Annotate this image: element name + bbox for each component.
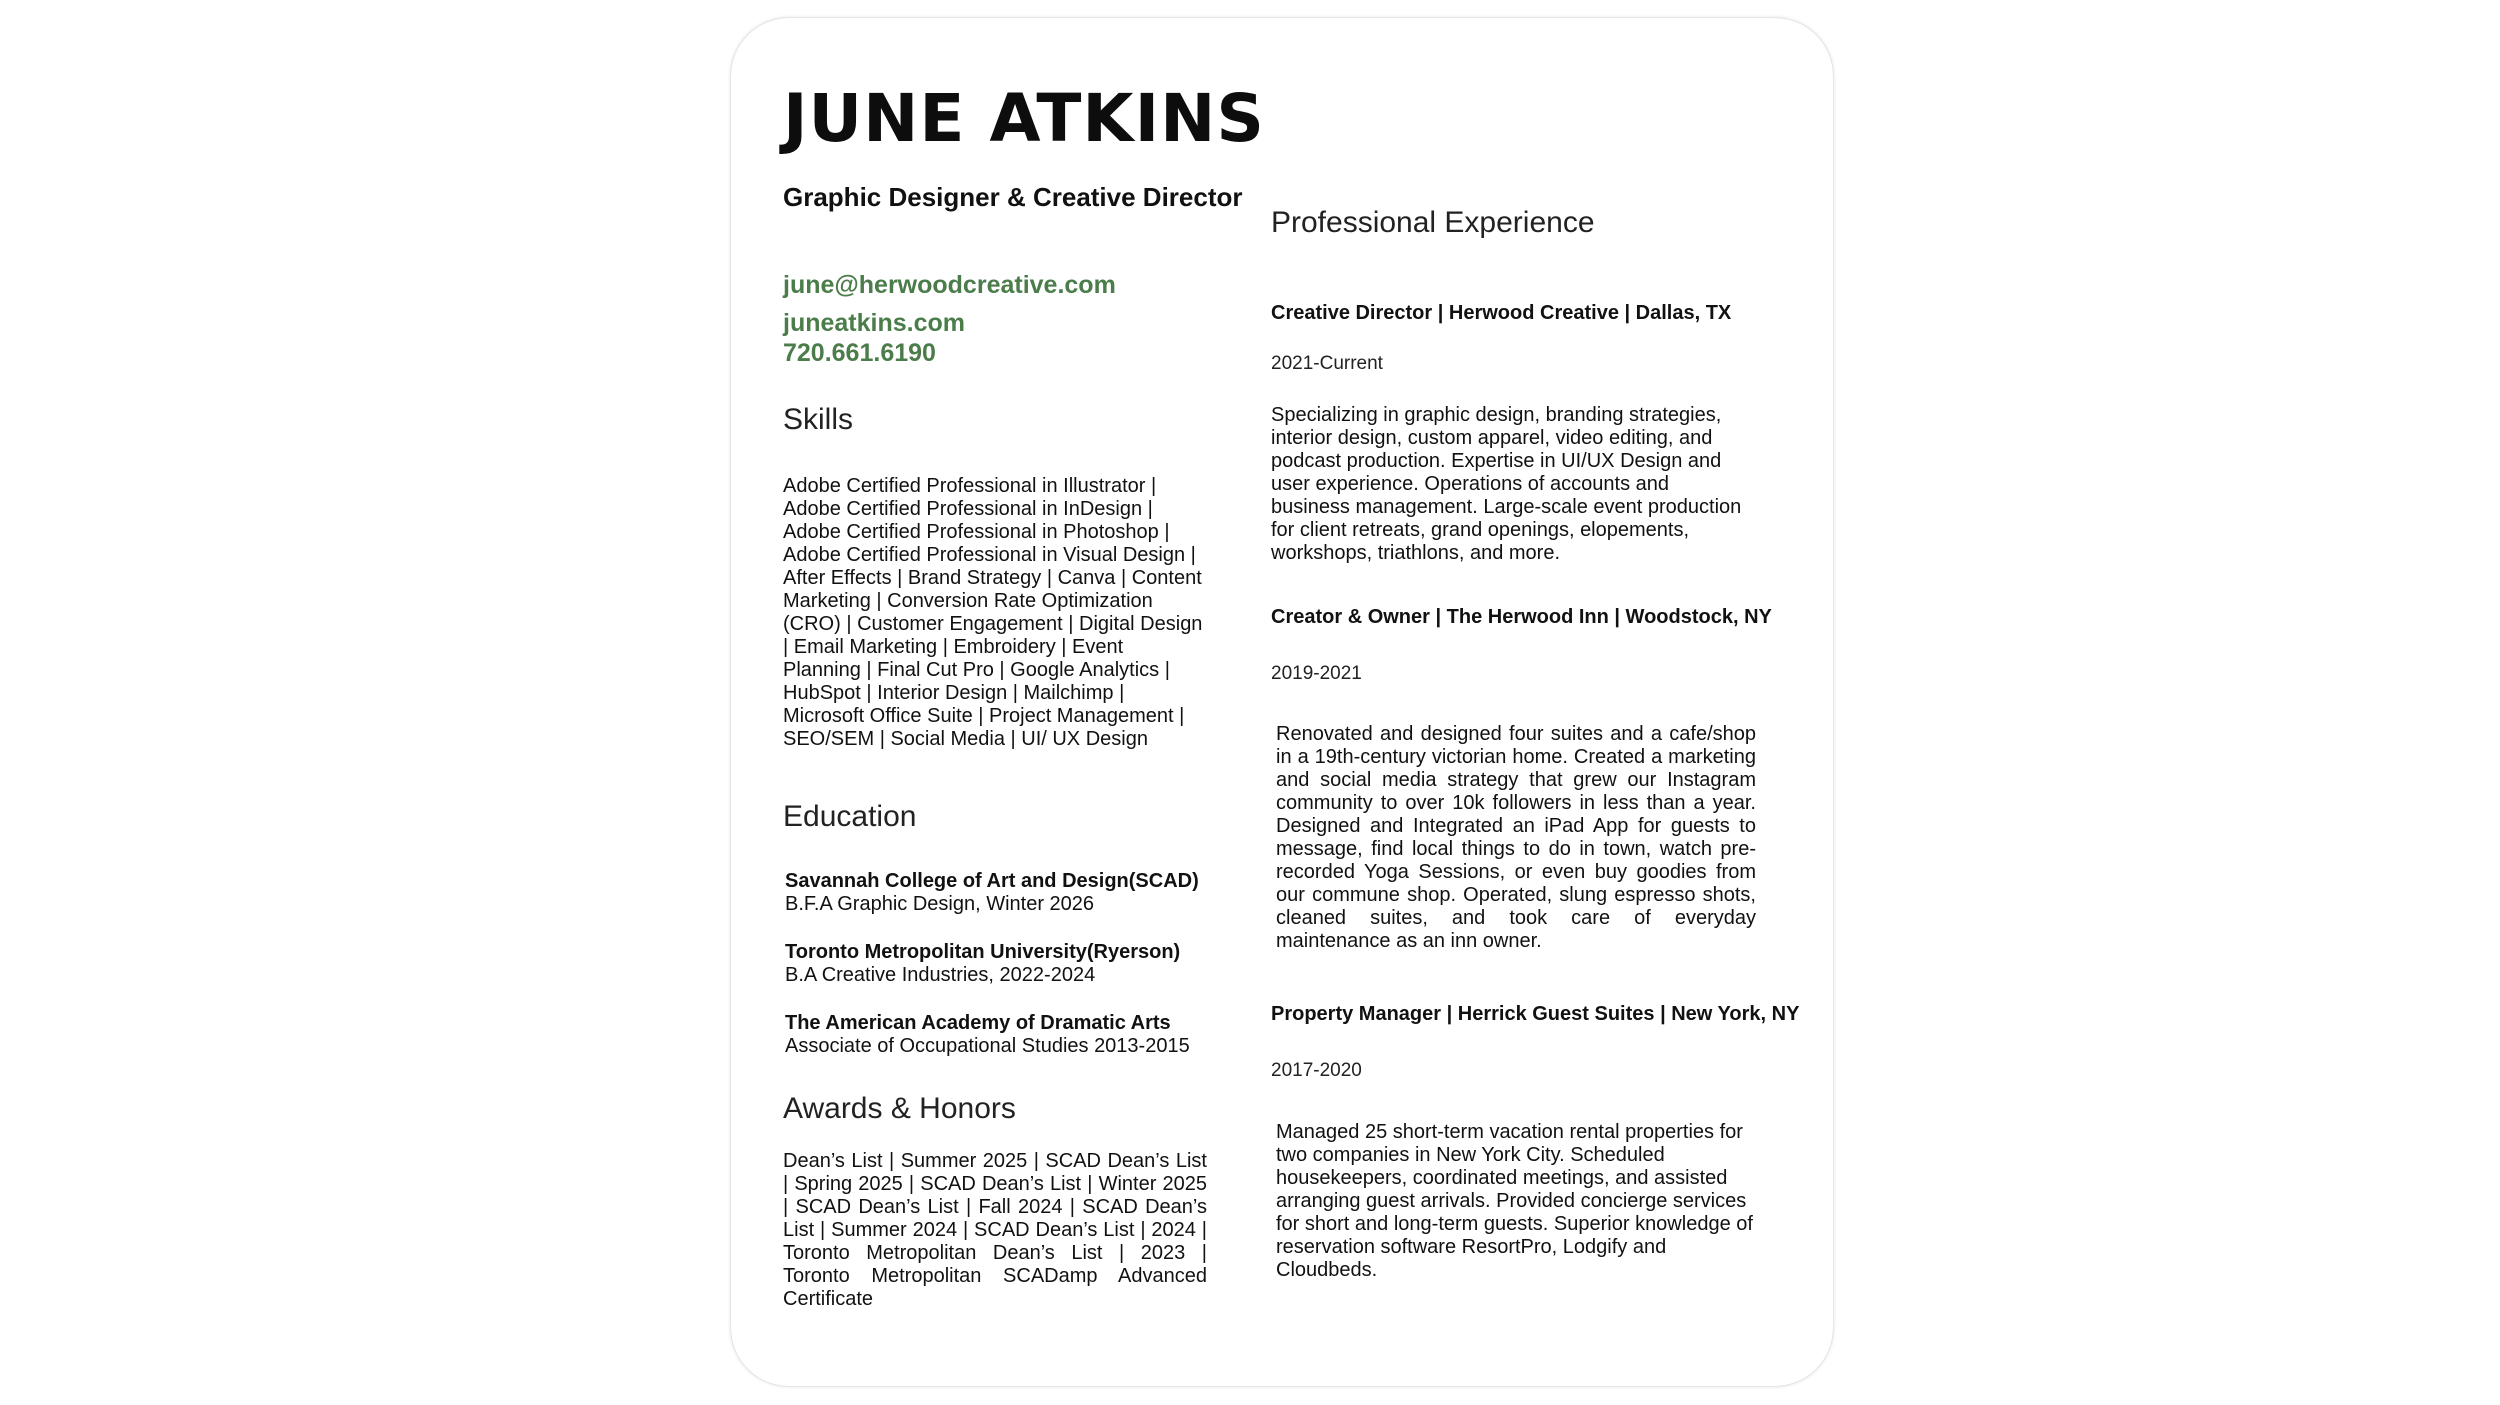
experience-job-dates: 2019-2021 [1271, 663, 1362, 684]
education-degree: B.A Creative Industries, 2022-2024 [785, 964, 1096, 986]
education-school: Toronto Metropolitan University(Ryerson) [785, 941, 1181, 963]
education-degree: B.F.A Graphic Design, Winter 2026 [785, 893, 1095, 915]
website-link[interactable]: juneatkins.com [783, 309, 965, 337]
candidate-name: JUNE ATKINS [783, 80, 1265, 157]
skills-text: Adobe Certified Professional in Illustrator | Adobe Certified Professional in InDesign | Adobe Certified Professional in Photoshop | Adobe Certified Professional in Visual Design | After Effects | Brand Strategy | Canva | Content Marketing | Conversion Rate Optimization (CRO) | Customer Engagement | Digital Design | Email Marketing | Embroidery | Event Planning | Final Cut Pro | Google Analytics | HubSpot | Interior Design | Mailchimp | Microsoft Office Suite | Project Management | SEO/SEM | Social Media | UI/ UX Design [783, 475, 1203, 750]
awards-heading: Awards & Honors [783, 1092, 1016, 1125]
experience-job-description: Managed 25 short-term vacation rental properties for two companies in New York City. Scheduled housekeepers, coordinated meetings, and assisted arranging guest arrivals. Provided concierge services for short and long-term guests. Superior knowledge of reservation software ResortPro, Lodgify and Cloudbeds. [1276, 1121, 1753, 1281]
education-item [785, 1012, 1190, 1058]
job-title: Graphic Designer & Creative Director [783, 182, 1243, 212]
experience-job-title: Property Manager | Herrick Guest Suites | New York, NY [1271, 1003, 1800, 1025]
experience-job-description: Specializing in graphic design, branding strategies, interior design, custom apparel, video editing, and podcast production. Expertise in UI/UX Design and user experience. Operations of accounts and business management. Large-scale event production for client retreats, grand openings, elopements, workshops, triathlons, and more. [1271, 404, 1742, 564]
phone-link[interactable]: 720.661.6190 [783, 339, 936, 367]
awards-text: Dean’s List | Summer 2025 | SCAD Dean’s List | Spring 2025 | SCAD Dean’s List | Winter 2025 | SCAD Dean’s List | Fall 2024 | SCAD Dean’s List | Summer 2024 | SCAD Dean’s List | 2024 | Toronto Metropolitan Dean’s List | 2023 | Toronto Metropolitan SCADamp Advanced Certificate [783, 1150, 1207, 1310]
resume-page [731, 18, 1833, 1386]
education-heading: Education [783, 800, 917, 833]
education-item [785, 941, 1180, 987]
education-school: The American Academy of Dramatic Arts [785, 1012, 1171, 1034]
email-link[interactable]: june@herwoodcreative.com [783, 271, 1116, 299]
experience-job-title: Creator & Owner | The Herwood Inn | Woodstock, NY [1271, 606, 1772, 628]
education-degree: Associate of Occupational Studies 2013-2015 [785, 1035, 1190, 1057]
experience-job-dates: 2017-2020 [1271, 1060, 1362, 1081]
skills-heading: Skills [783, 403, 854, 436]
experience-job-title: Creative Director | Herwood Creative | Dallas, TX [1271, 302, 1732, 324]
education-school: Savannah College of Art and Design(SCAD) [785, 870, 1199, 892]
experience-job-dates: 2021-Current [1271, 353, 1383, 374]
experience-job-description: Renovated and designed four suites and a cafe/shop in a 19th-century victorian home. Created a marketing and social media strategy that grew our Instagram community to over 10k followers in less than a year. Designed and Integrated an iPad App for guests to message, find local things to do in town, watch pre- recorded Yoga Sessions, or even buy goodies from our commune shop. Operated, slung espresso shots, cleaned suites, and took care of everyday maintenance as an inn owner. [1276, 723, 1756, 952]
experience-heading: Professional Experience [1271, 206, 1595, 239]
education-item [785, 870, 1199, 916]
